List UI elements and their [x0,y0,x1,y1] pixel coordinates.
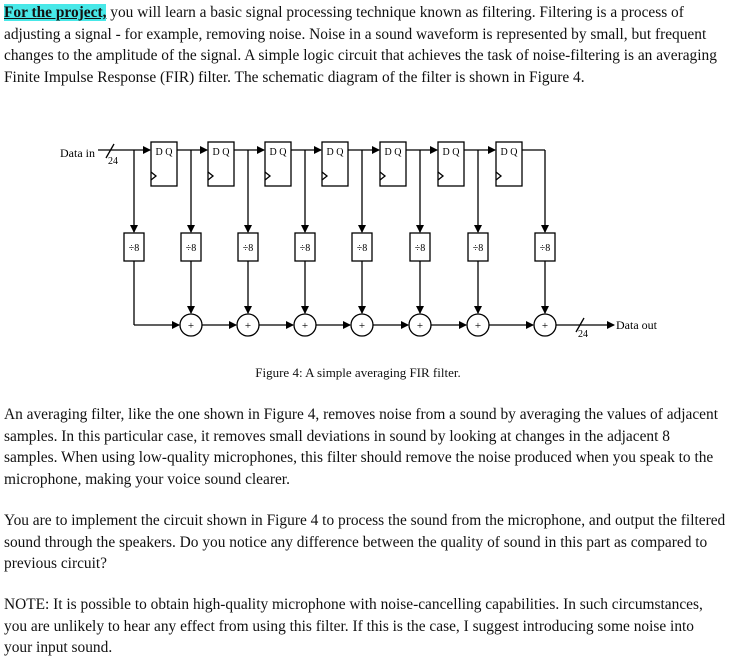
fir-filter-diagram [0,138,733,360]
divide-by-8-label: ÷8 [414,243,426,254]
input-bus-width: 24 [108,156,118,167]
d-flip-flop-label: D Q [326,147,344,158]
d-flip-flop-label: D Q [500,147,518,158]
adder-plus-label: + [301,320,309,332]
intro-text: you will learn a basic signal processing technique known as filtering. Filtering is a process of adjusting a signal - for example, removing noise. Noise in a sound waveform is represented by small, but frequent changes to the amplitude of the signal. A simple logic circuit that achieves the task of noise-filtering is an averaging Finite Impulse Response (FIR) filter. The schematic diagram of the filter is shown in Figure 4. [4,4,717,86]
adder-plus-label: + [474,320,482,332]
adder-plus-label: + [187,320,195,332]
note-paragraph: NOTE: It is possible to obtain high-quality microphone with noise-cancelling capabilities. In such circumstances, you are unlikely to hear any effect from using this filter. If this is the case, I suggest introducing some noise into your input sound. [4,596,703,656]
clock-input-mark [265,172,270,180]
adder-plus-label: + [358,320,366,332]
divide-by-8-label: ÷8 [242,243,254,254]
clock-input-mark [380,172,385,180]
divide-by-8-label: ÷8 [128,243,140,254]
clock-input-mark [151,172,156,180]
data-in-label: Data in [60,146,95,160]
clock-input-mark [438,172,443,180]
averaging-paragraph: An averaging filter, like the one shown in Figure 4, removes noise from a sound by averaging the values of adjacent samples. In this particular case, it removes small deviations in sound by looking at changes in the adjacent 8 samples. When using low-quality microphones, this filter should remove the noise produced when you speak to the microphone, making your voice sound clearer. [4,406,718,488]
clock-input-mark [496,172,501,180]
adder-plus-label: + [416,320,424,332]
divide-by-8-label: ÷8 [185,243,197,254]
divide-by-8-label: ÷8 [539,243,551,254]
divide-by-8-label: ÷8 [299,243,311,254]
output-bus-width: 24 [578,329,588,340]
d-flip-flop-label: D Q [269,147,287,158]
d-flip-flop-label: D Q [442,147,460,158]
intro-paragraph [4,2,726,88]
task-paragraph: You are to implement the circuit shown in Figure 4 to process the sound from the microphone, and output the filtered sound through the speakers. Do you notice any difference between the quality of sound in this part as compared to previous circuit? [4,512,726,572]
data-out-label: Data out [616,318,657,332]
divide-by-8-label: ÷8 [472,243,484,254]
adder-plus-label: + [541,320,549,332]
d-flip-flop-label: D Q [155,147,173,158]
clock-input-mark [322,172,327,180]
figure-caption: Figure 4: A simple averaging FIR filter. [255,365,461,380]
project-highlight: For the project, [4,4,107,21]
clock-input-mark [208,172,213,180]
d-flip-flop-label: D Q [212,147,230,158]
d-flip-flop-label: D Q [384,147,402,158]
divide-by-8-label: ÷8 [356,243,368,254]
adder-plus-label: + [244,320,252,332]
